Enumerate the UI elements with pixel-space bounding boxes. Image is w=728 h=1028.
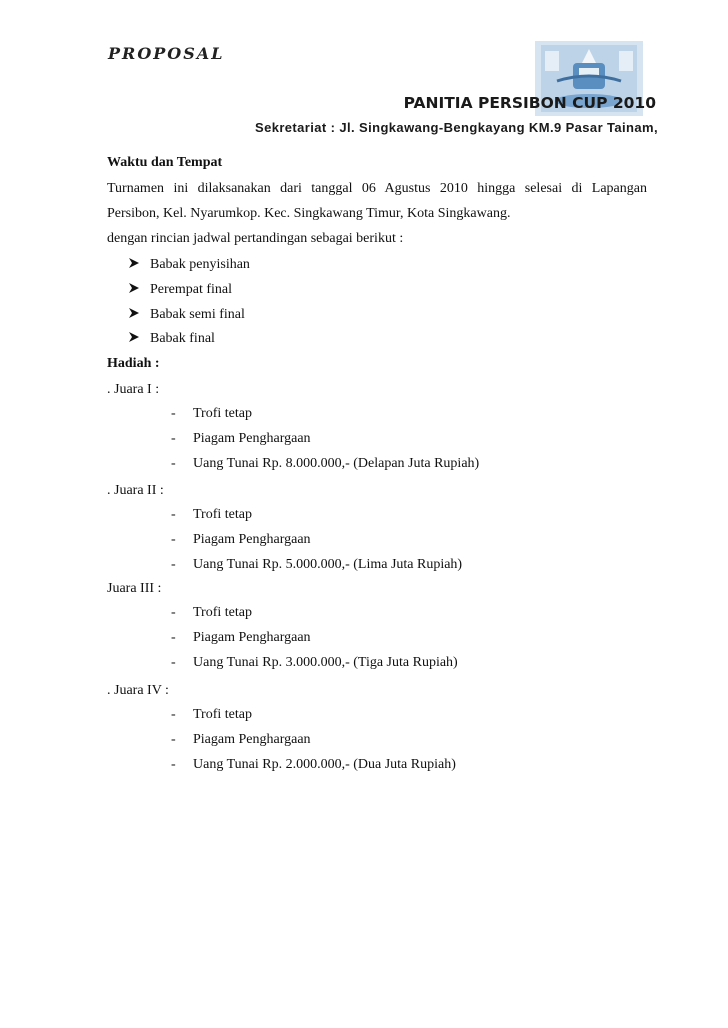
dash-marker: - bbox=[171, 655, 176, 670]
round-label: Perempat final bbox=[150, 282, 233, 297]
prize-item: Piagam Penghargaan bbox=[193, 532, 311, 547]
prize-item: Piagam Penghargaan bbox=[193, 732, 311, 747]
dash-marker: - bbox=[171, 605, 176, 620]
prize-item: Piagam Penghargaan bbox=[193, 630, 311, 645]
section-heading-waktu: Waktu dan Tempat bbox=[107, 155, 223, 170]
dash-marker: - bbox=[171, 532, 176, 547]
list-item bbox=[128, 256, 250, 274]
dash-marker: - bbox=[171, 557, 176, 572]
dash-marker: - bbox=[171, 507, 176, 522]
prize-item: Piagam Penghargaan bbox=[193, 431, 311, 446]
arrow-bullet-icon bbox=[128, 282, 140, 294]
committee-name: PANITIA PERSIBON CUP 2010 bbox=[403, 94, 656, 112]
arrow-bullet-icon bbox=[128, 331, 140, 343]
prize-item: Uang Tunai Rp. 8.000.000,- (Delapan Juta Rupiah) bbox=[193, 456, 480, 471]
prize-item: Uang Tunai Rp. 3.000.000,- (Tiga Juta Rupiah) bbox=[193, 655, 458, 670]
secretariat-address: Sekretariat : Jl. Singkawang-Bengkayang KM.9 Pasar Tainam, bbox=[255, 120, 658, 135]
schedule-intro: dengan rincian jadwal pertandingan sebagai berikut : bbox=[107, 231, 404, 246]
prize-item: Trofi tetap bbox=[193, 707, 252, 722]
round-label: Babak final bbox=[150, 331, 215, 346]
list-item bbox=[128, 281, 232, 299]
prize-item: Trofi tetap bbox=[193, 406, 252, 421]
dash-marker: - bbox=[171, 707, 176, 722]
dash-marker: - bbox=[171, 757, 176, 772]
dash-marker: - bbox=[171, 630, 176, 645]
paragraph-line: Turnamen ini dilaksanakan dari tanggal 06 Agustus 2010 hingga selesai di Lapangan bbox=[107, 181, 647, 196]
juara-label: Juara III : bbox=[107, 581, 162, 596]
dash-marker: - bbox=[171, 456, 176, 471]
document-label: PROPOSAL bbox=[108, 44, 225, 63]
juara-label: . Juara I : bbox=[107, 382, 160, 397]
arrow-bullet-icon bbox=[128, 257, 140, 269]
round-label: Babak semi final bbox=[150, 307, 245, 322]
prize-item: Trofi tetap bbox=[193, 605, 252, 620]
prize-item: Trofi tetap bbox=[193, 507, 252, 522]
dash-marker: - bbox=[171, 406, 176, 421]
arrow-bullet-icon bbox=[128, 307, 140, 319]
dash-marker: - bbox=[171, 732, 176, 747]
dash-marker: - bbox=[171, 431, 176, 446]
section-heading-hadiah: Hadiah : bbox=[107, 356, 160, 371]
juara-label: . Juara II : bbox=[107, 483, 164, 498]
prize-item: Uang Tunai Rp. 2.000.000,- (Dua Juta Rupiah) bbox=[193, 757, 456, 772]
list-item bbox=[128, 306, 245, 324]
prize-item: Uang Tunai Rp. 5.000.000,- (Lima Juta Rupiah) bbox=[193, 557, 463, 572]
round-label: Babak penyisihan bbox=[150, 257, 250, 272]
juara-label: . Juara IV : bbox=[107, 683, 169, 698]
paragraph-line: Persibon, Kel. Nyarumkop. Kec. Singkawang Timur, Kota Singkawang. bbox=[107, 206, 511, 221]
list-item bbox=[128, 330, 215, 348]
